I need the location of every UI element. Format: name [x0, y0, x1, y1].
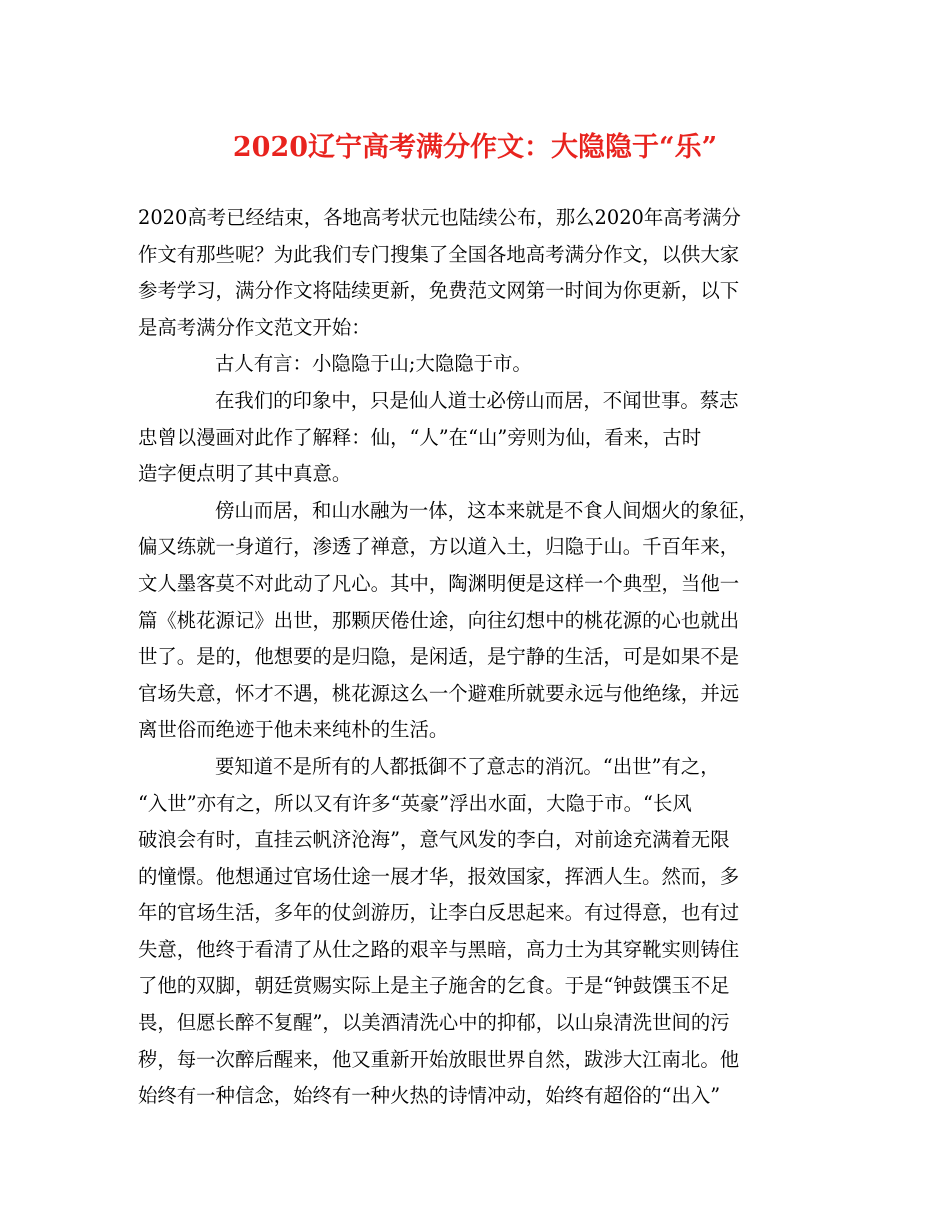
text-line: 造字便点明了其中真意。: [138, 462, 352, 486]
text-line: 秽，每一次醉后醒来，他又重新开始放眼世界自然，跋涉大江南北。他: [138, 1047, 740, 1071]
text-line: 了他的双脚，朝廷赏赐实际上是主子施舍的乞食。于是“钟鼓馔玉不足: [138, 974, 730, 998]
text-line: 畏，但愿长醉不复醒”，以美酒清洗心中的抑郁，以山泉清洗世间的污: [138, 1011, 730, 1035]
text-line: 破浪会有时，直挂云帆济沧海”，意气风发的李白，对前途充满着无限: [138, 828, 730, 852]
text-line: “入世”亦有之，所以又有许多“英豪”浮出水面，大隐于市。“长风: [138, 791, 692, 815]
text-line: 失意，他终于看清了从仕之路的艰辛与黑暗，高力士为其穿靴实则铸住: [138, 937, 740, 961]
intro-paragraph: [138, 200, 818, 346]
text-line: 在我们的印象中，只是仙人道士必傍山而居，不闻世事。蔡志: [215, 388, 739, 412]
paragraph-3: [138, 493, 818, 749]
text-line: 古人有言：小隐隐于山;大隐隐于市。: [215, 352, 532, 376]
text-line: 文人墨客莫不对此动了凡心。其中，陶渊明便是这样一个典型，当他一: [138, 571, 740, 595]
text-line: 官场失意，怀才不遇，桃花源这么一个避难所就要永远与他绝缘，并远: [138, 681, 740, 705]
text-line: 的憧憬。他想通过官场仕途一展才华，报效国家，挥洒人生。然而，多: [138, 864, 740, 888]
text-line: 是高考满分作文范文开始：: [138, 315, 371, 339]
text-line: 世了。是的，他想要的是归隐，是闲适，是宁静的生活，可是如果不是: [138, 645, 740, 669]
text-line: 始终有一种信念，始终有一种火热的诗情冲动，始终有超俗的“出入”: [138, 1084, 721, 1108]
text-line: 作文有那些呢？为此我们专门搜集了全国各地高考满分作文，以供大家: [138, 242, 740, 266]
text-line: 傍山而居，和山水融为一体，这本来就是不食人间烟火的象征，: [215, 498, 758, 522]
text-line: 篇《桃花源记》出世，那颗厌倦仕途，向往幻想中的桃花源的心也就出: [138, 608, 740, 632]
text-line: 2020高考已经结束，各地高考状元也陆续公布，那么2020年高考满分: [138, 206, 741, 229]
text-line: 忠曾以漫画对此作了解释：仙，“人”在“山”旁则为仙，看来，古时: [138, 425, 702, 449]
text-line: 年的官场生活，多年的仗剑游历，让李白反思起来。有过得意，也有过: [138, 901, 740, 925]
paragraph-4: [138, 749, 818, 1115]
text-line: 要知道不是所有的人都抵御不了意志的消沉。“出世”有之，: [215, 754, 720, 778]
text-line: 参考学习，满分作文将陆续更新，免费范文网第一时间为你更新，以下: [138, 279, 740, 303]
document-body: [138, 200, 818, 1115]
paragraph-2: [138, 383, 818, 493]
paragraph-1: [138, 346, 818, 383]
text-line: 离世俗而绝迹于他未来纯朴的生活。: [138, 718, 449, 742]
document-title: 2020辽宁高考满分作文：大隐隐于“乐”: [232, 132, 718, 163]
text-line: 偏又练就一身道行，渗透了禅意，方以道入土，归隐于山。千百年来，: [138, 535, 740, 559]
